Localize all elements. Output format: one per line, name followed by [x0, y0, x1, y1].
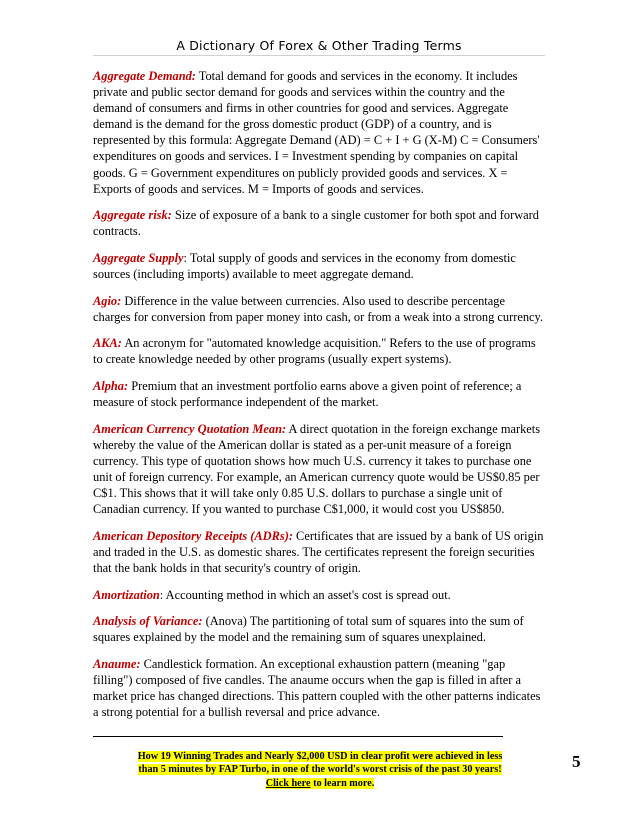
entry-term: Aggregate risk:: [93, 208, 172, 223]
promo-line-1: How 19 Winning Trades and Nearly $2,000 USD in clear profit were achieved in less: [137, 751, 503, 762]
entry-definition: A direct quotation in the foreign exchange markets whereby the value of the American dollar is stated as a per-unit measure of a foreign currency. This type of quotation shows how much U.S. currency it takes to purchase one unit of foreign currency. For example, an American currency quote would be US$0.85 per C$1. This shows that it will take only 0.85 U.S. dollars to purchase a single unit of Canadian currency. If you wanted to purchase C$1,000, it would cost you US$850.: [93, 421, 541, 517]
entry-american-currency-quotation: [93, 421, 545, 518]
entry-definition: Certificates that are issued by a bank of US origin and traded in the U.S. as domestic shares. The certificates represent the foreign securities that the bank holds in that security's country of origin.: [93, 528, 544, 575]
entry-definition: : Total supply of goods and services in the economy from domestic sources (including imports) available to meet aggregate demand.: [93, 250, 516, 282]
header-divider: [93, 55, 545, 56]
entry-agio: [93, 293, 545, 325]
entry-term: Agio:: [93, 293, 122, 308]
entry-definition: An acronym for "automated knowledge acquisition." Refers to the use of programs to create knowledge needed by other programs (usually expert systems).: [93, 336, 536, 367]
entry-definition: Candlestick formation. An exceptional exhaustion pattern (meaning "gap filling") composed of five candles. The anaume occurs when the gap is filled in after a market price has changed directions. This pattern coupled with the other patterns indicates a strong potential for a bullish reversal and price advance.: [93, 656, 541, 720]
entry-term: Alpha:: [93, 379, 129, 393]
entry-aggregate-supply: [93, 250, 545, 282]
entry-anaume: [93, 656, 545, 720]
entry-term: American Depository Receipts (ADRs):: [93, 528, 293, 543]
entry-definition: : Accounting method in which an asset's cost is spread out.: [159, 587, 451, 602]
entry-term: Amortization: [93, 587, 160, 602]
promo-line-3: to learn more.: [310, 777, 375, 789]
entry-analysis-of-variance: [93, 613, 545, 645]
dictionary-content: [93, 68, 545, 731]
entry-term: Anaume:: [93, 656, 141, 671]
entry-term: Analysis of Variance:: [93, 614, 203, 629]
entry-definition: Total demand for goods and services in the economy. It includes private and public sector demand for goods and services within the country and the demand of consumers and firms in other countries for good and services. Aggregate demand is the demand for the gross domestic product (GDP) of a country, and is represented by this formula: Aggregate Demand (AD) = C + I + G (X-M) C = Consumers' expenditures on goods and services. I = Investment spending by companies on capital goods. G = Government expenditures on publicly provided goods and services. X = Exports of goods and services. M = Imports of goods and services.: [93, 69, 540, 196]
entry-term: Aggregate Supply: [93, 250, 184, 265]
entry-american-depository-receipts: [93, 528, 545, 576]
entry-term: American Currency Quotation Mean:: [93, 421, 287, 436]
promo-banner: [120, 750, 520, 790]
entry-term: Aggregate Demand:: [93, 69, 196, 83]
entry-definition: Size of exposure of a bank to a single customer for both spot and forward contracts.: [93, 208, 539, 239]
page-header-title: A Dictionary Of Forex & Other Trading Terms: [176, 38, 462, 53]
entry-amortization: [93, 587, 545, 603]
entry-aggregate-demand: [93, 68, 545, 197]
entry-term: AKA:: [93, 336, 122, 351]
page-number: 5: [572, 752, 581, 771]
entry-alpha: [93, 378, 545, 410]
entry-definition: Premium that an investment portfolio earns above a given point of reference; a measure of stock performance independent of the market.: [93, 379, 522, 410]
entry-definition: Difference in the value between currencies. Also used to describe percentage charges for conversion from paper money into cash, or from a weak into a strong currency.: [93, 293, 544, 324]
entry-aggregate-risk: [93, 207, 545, 239]
promo-line-2: than 5 minutes by FAP Turbo, in one of the world's worst crisis of the past 30 years!: [138, 764, 502, 776]
entry-aka: [93, 335, 545, 367]
footer-divider: [93, 736, 503, 737]
promo-click-here-link[interactable]: Click here: [265, 777, 311, 789]
entry-definition: (Anova) The partitioning of total sum of squares into the sum of squares explained by the model and the remaining sum of squares unexplained.: [93, 614, 524, 645]
